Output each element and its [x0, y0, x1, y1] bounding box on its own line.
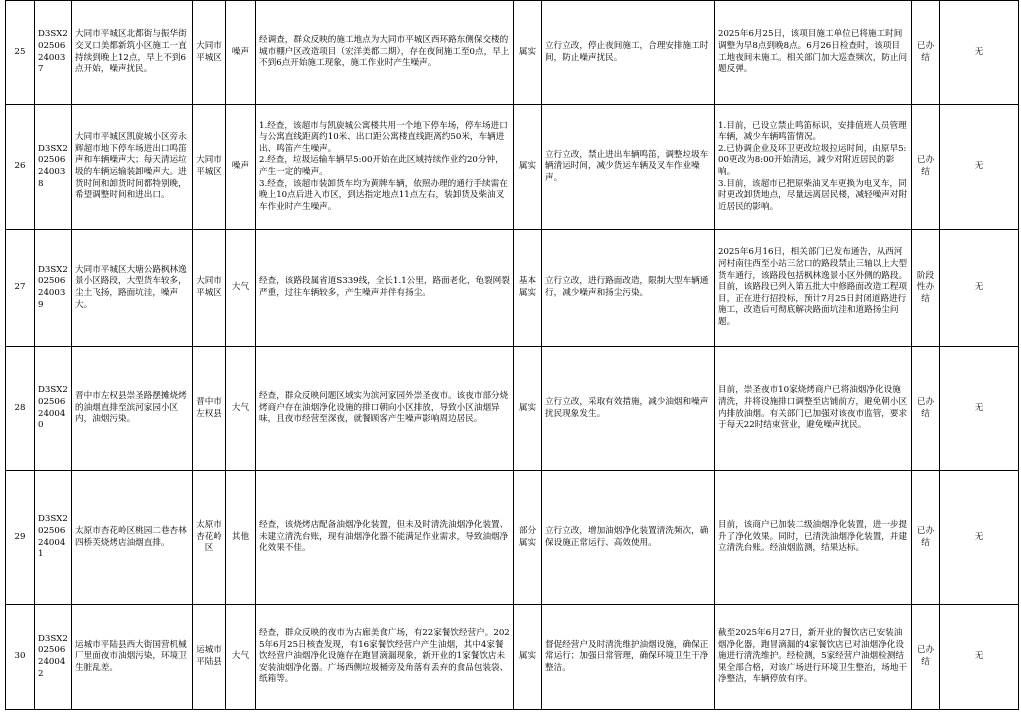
fact-status-cell	[514, 230, 542, 347]
case-code-line: D3SX2	[38, 385, 68, 396]
complaint-text: 晋中市左权县崇圣路摆摊烧烤的油烟直排至滨河家园小区内，油烟污染。	[75, 391, 187, 425]
rectification-requirement-cell	[542, 105, 715, 230]
fact-status-cell	[514, 471, 542, 605]
accountability: 无	[974, 282, 984, 293]
table-row	[6, 605, 1019, 710]
case-status-cell	[912, 105, 940, 230]
pollution-type-cell	[226, 1, 256, 105]
investigation-result-paragraph: 经查，该路段属省道S339线，全长1.1公里，路面老化，龟裂网裂严重，过往车辆较多，产生噪声并伴有扬尘。	[259, 276, 510, 298]
rectification-requirement: 立行立改，增加油烟净化装置清洗频次，确保设施正常运行、高效使用。	[545, 525, 709, 548]
case-status-cell	[912, 605, 940, 710]
accountability-cell	[940, 605, 1019, 710]
case-status: 已办结	[916, 645, 935, 667]
case-code-line: 2	[38, 668, 44, 679]
pollution-type: 大气	[231, 402, 250, 413]
row-index: 26	[14, 161, 26, 172]
fact-status-cell	[514, 105, 542, 230]
pollution-type-cell	[226, 230, 256, 347]
pollution-type: 大气	[231, 282, 250, 293]
case-code-line: 24003	[38, 288, 66, 298]
case-code-line: 02506	[38, 396, 66, 407]
table-row	[6, 347, 1019, 471]
row-index-cell	[6, 105, 35, 230]
case-status: 已办结	[916, 155, 935, 177]
investigation-result-cell	[256, 347, 514, 471]
case-code-line: 7	[38, 64, 44, 75]
case-table	[5, 0, 1019, 710]
row-index: 28	[14, 402, 26, 413]
accountability-cell	[940, 230, 1019, 347]
case-code-line: 02506	[38, 645, 66, 656]
case-code-line: 24004	[38, 537, 66, 548]
table-row	[6, 230, 1019, 347]
complaint-text-cell	[72, 605, 193, 710]
accountability-cell	[940, 1, 1019, 105]
rectification-progress-paragraph: 2025年6月25日，该项目施工单位已将施工时间调整为早8点到晚8点。6月26日检查时，该项目工地夜间未施工。相关部门加大巡查频次，防止问题反弹。	[718, 29, 908, 75]
case-code-line: D3SX2	[38, 264, 68, 275]
investigation-result-cell	[256, 230, 514, 347]
case-code-line: 02506	[38, 40, 66, 51]
case-code-line: 1	[38, 549, 44, 560]
row-index-cell	[6, 605, 35, 710]
rectification-requirement-cell	[542, 347, 715, 471]
investigation-result-paragraph: 经调查，群众反映的施工地点为大同市平城区西环路东侧保交楼的城市棚户区改造项目（宏洋美都二期），存在夜间施工至0点，早上不到6点开始施工现象，施工作业时产生噪声。	[259, 35, 510, 69]
rectification-progress-paragraph: 目前，该商户已加装二级油烟净化装置，进一步提升了净化效果。同时，已清洗油烟净化装置，并建立清洗台账。经油烟监测，结果达标。	[718, 520, 908, 554]
accountability: 无	[974, 402, 984, 413]
accountability: 无	[974, 161, 984, 172]
administrative-area-cell	[193, 230, 226, 347]
case-status-cell	[912, 347, 940, 471]
administrative-area-cell	[193, 1, 226, 105]
complaint-text: 大同市平城区凯旋城小区旁永辉超市地下停车场进出口鸣笛声和车辆噪声大；每天清运垃圾的车辆运输装卸噪声大。进货时间和卸货时间都特别晚，希望调整时间和进出口。	[75, 132, 187, 201]
table-row	[6, 471, 1019, 605]
pollution-type-cell	[226, 471, 256, 605]
investigation-result-paragraph: 经查，群众反映的夜市为古廊美食广场，有22家餐饮经营户。2025年6月25日核查发现，有16家餐饮经营户产生油烟，其中4家餐饮经营户油烟净化设施存在跑冒滴漏现象，新开业的1家餐饮店未安装油烟净化器。广场西侧垃圾桶旁及角落有丢弃的食品包装袋、纸箱等。	[259, 628, 510, 685]
case-status-cell	[912, 471, 940, 605]
case-code-line: 24004	[38, 657, 66, 667]
rectification-requirement-cell	[542, 605, 715, 710]
row-index: 25	[14, 46, 26, 57]
rectification-requirement: 立行立改，进行路面改造，限制大型车辆通行，减少噪声和扬尘污染。	[545, 276, 709, 298]
accountability: 无	[974, 651, 984, 662]
case-code-line: D3SX2	[38, 29, 68, 40]
accountability: 无	[974, 46, 984, 57]
rectification-requirement-cell	[542, 471, 715, 605]
complaint-text-cell	[72, 347, 193, 471]
complaint-text: 大同市平城区大塘公路枫林逸景小区路段，大型货车较多，尘土飞扬，路面坑洼，噪声大。	[75, 264, 187, 310]
pollution-type-cell	[226, 105, 256, 230]
administrative-area: 运城市平陆县	[196, 645, 222, 667]
case-code-line: 24004	[38, 408, 66, 419]
case-code-line: 8	[38, 178, 44, 189]
case-code-cell	[35, 605, 72, 710]
accountability-cell	[940, 105, 1019, 230]
investigation-result-cell	[256, 1, 514, 105]
investigation-result-paragraph: 经查，该烧烤店配备油烟净化装置，但未及时清洗油烟净化装置、未建立清洗台账，现有油烟净化器不能满足作业需求，导致油烟净化效果不佳。	[259, 520, 509, 554]
investigation-result-cell	[256, 471, 514, 605]
case-code-line: 24003	[38, 167, 66, 177]
investigation-result-paragraph: 3.经查，该超市装卸货车均为黄牌车辆，依照办理的通行手续需在晚上10点后进入市区，到达指定地点11点左右，装卸货及柴油叉车作业时产生噪声。	[259, 178, 508, 212]
case-code-line: D3SX2	[38, 143, 68, 154]
pollution-type-cell	[226, 347, 256, 471]
table-row	[6, 105, 1019, 230]
case-status: 已办结	[916, 40, 935, 63]
row-index: 27	[14, 282, 26, 293]
case-code-line: D3SX2	[38, 633, 68, 644]
row-index-cell	[6, 471, 35, 605]
rectification-requirement: 督促经营户及时清洗维护油烟设施，确保正常运行；加强日常管理，确保环境卫生干净整洁。	[545, 639, 709, 673]
fact-status: 属实	[518, 402, 537, 413]
complaint-text: 大同市平城区北都街与振华街交叉口美都新筑小区施工一直持续到晚上12点，早上不到6点开始，噪声扰民。	[75, 29, 187, 75]
investigation-result-paragraph: 经查，群众反映问题区域实为滨河家园外崇圣夜市。该夜市部分烧烤商户存在油烟净化设施的排口朝向小区排放，导致小区油烟异味，且夜市经营至深夜，就餐顾客产生噪声影响周边居民。	[259, 391, 509, 425]
fact-status: 基本属实	[518, 276, 537, 298]
fact-status-cell	[514, 347, 542, 471]
rectification-progress-cell	[715, 605, 912, 710]
fact-status-cell	[514, 1, 542, 105]
administrative-area-cell	[193, 605, 226, 710]
rectification-requirement: 立行立改，禁止进出车辆鸣笛，调整垃圾车辆清运时间，减少货运车辆及叉车作业噪声。	[545, 149, 709, 183]
case-code-line: 02506	[38, 525, 66, 536]
pollution-type: 其他	[231, 531, 250, 542]
administrative-area: 大同市平城区	[196, 155, 222, 177]
accountability-cell	[940, 471, 1019, 605]
row-index-cell	[6, 347, 35, 471]
rectification-progress-cell	[715, 471, 912, 605]
pollution-type: 噪声	[231, 46, 250, 57]
fact-status: 属实	[518, 46, 537, 57]
accountability-cell	[940, 347, 1019, 471]
case-code-line: 02506	[38, 155, 66, 166]
case-code-cell	[35, 1, 72, 105]
pollution-type: 噪声	[231, 161, 250, 172]
case-code-cell	[35, 347, 72, 471]
administrative-area: 大同市平城区	[196, 276, 222, 298]
rectification-progress-cell	[715, 347, 912, 471]
case-status-cell	[912, 230, 940, 347]
case-status-cell	[912, 1, 940, 105]
pollution-type-cell	[226, 605, 256, 710]
administrative-area: 太原市杏花岭区	[196, 520, 222, 554]
rectification-progress-paragraph: 目前，崇圣夜市10家烧烤商户已将油烟净化设施清洗，并将设施排口调整至店铺前方，避免朝小区内排放油烟。有关部门已加强对该夜市监管，要求于每天22时结束营业，避免噪声扰民。	[718, 385, 908, 431]
case-code-cell	[35, 230, 72, 347]
rectification-progress-paragraph: 1.目前，已设立禁止鸣笛标识，安排值班人员管理车辆，减少车辆鸣笛情况。	[718, 120, 907, 143]
complaint-text: 运城市平陆县西大街国营机械厂里面夜市油烟污染，环境卫生脏乱差。	[75, 639, 187, 673]
case-status: 阶段性办结	[916, 270, 935, 304]
rectification-progress-paragraph: 截至2025年6月27日，新开业的餐饮店已安装油烟净化器，跑冒滴漏的4家餐饮店已对油烟净化设施进行清洗维护。经检测，5家经营户油烟检测结果全部合格，对该广场进行环境卫生整治，场地干净整洁，车辆停放有序。	[718, 628, 908, 685]
administrative-area: 大同市平城区	[196, 40, 222, 63]
rectification-requirement-cell	[542, 230, 715, 347]
rectification-progress-cell	[715, 230, 912, 347]
complaint-text-cell	[72, 105, 193, 230]
case-status: 已办结	[916, 396, 935, 419]
row-index-cell	[6, 230, 35, 347]
case-code-line: 9	[38, 299, 44, 310]
case-code-line: 24003	[38, 52, 66, 63]
case-code-cell	[35, 471, 72, 605]
rectification-progress-cell	[715, 105, 912, 230]
case-status: 已办结	[916, 525, 935, 548]
administrative-area-cell	[193, 105, 226, 230]
complaint-text-cell	[72, 1, 193, 105]
rectification-progress-paragraph: 3.目前，该超市已把原柴油叉车更换为电叉车，同时更改卸货地点，尽量远离居民楼，减轻噪声对附近居民的影响。	[718, 178, 908, 212]
row-index-cell	[6, 1, 35, 105]
case-table-sheet	[5, 0, 1019, 710]
pollution-type: 大气	[231, 651, 250, 662]
fact-status-cell	[514, 605, 542, 710]
investigation-result-paragraph: 2.经查，垃圾运输车辆早5:00开始在此区域持续作业约20分钟，产生一定的噪声。	[259, 155, 504, 177]
rectification-progress-paragraph: 2.已协调企业及环卫更改垃圾拉运时间，由原早5:00更改为8:00开始清运，减少对附近居民的影响。	[718, 143, 907, 177]
complaint-text-cell	[72, 471, 193, 605]
fact-status: 部分属实	[518, 525, 537, 548]
accountability: 无	[974, 531, 984, 542]
investigation-result-cell	[256, 605, 514, 710]
table-row	[6, 1, 1019, 105]
case-code-line: 02506	[38, 276, 66, 287]
administrative-area-cell	[193, 347, 226, 471]
rectification-progress-paragraph: 2025年6月16日，相关部门已发布通告，从西河河村南往西至小站三岔口的路段禁止三轴以上大型货车通行，该路段包括枫林逸景小区外侧的路段。目前，该路段已列入第五批大中修路面改造工程项目，正在进行招投标，预计7月25日封闭道路进行施工，改造后可彻底解决路面坑洼和道路扬尘问题。	[718, 247, 908, 327]
case-code-line: 0	[38, 420, 44, 431]
fact-status: 属实	[518, 161, 537, 172]
row-index: 30	[14, 651, 26, 662]
investigation-result-paragraph: 1.经查，该超市与凯旋城公寓楼共用一个地下停车场，停车场进口与公寓直线距离约10米、出口距公寓楼直线距离约50米，车辆进出、鸣笛产生噪声。	[259, 120, 508, 154]
administrative-area: 晋中市左权县	[196, 396, 222, 419]
complaint-text-cell	[72, 230, 193, 347]
rectification-requirement: 立行立改，停止夜间施工，合理安排施工时间，防止噪声扰民。	[545, 40, 709, 63]
administrative-area-cell	[193, 471, 226, 605]
case-code-cell	[35, 105, 72, 230]
rectification-requirement: 立行立改，采取有效措施，减少油烟和噪声扰民现象发生。	[545, 396, 709, 419]
row-index: 29	[14, 531, 26, 542]
rectification-requirement-cell	[542, 1, 715, 105]
complaint-text: 太原市杏花岭区桃园二巷杏林四桥芙烧烤店油烟直排。	[75, 525, 187, 548]
case-code-line: D3SX2	[38, 514, 68, 525]
rectification-progress-cell	[715, 1, 912, 105]
fact-status: 属实	[518, 651, 537, 662]
investigation-result-cell	[256, 105, 514, 230]
